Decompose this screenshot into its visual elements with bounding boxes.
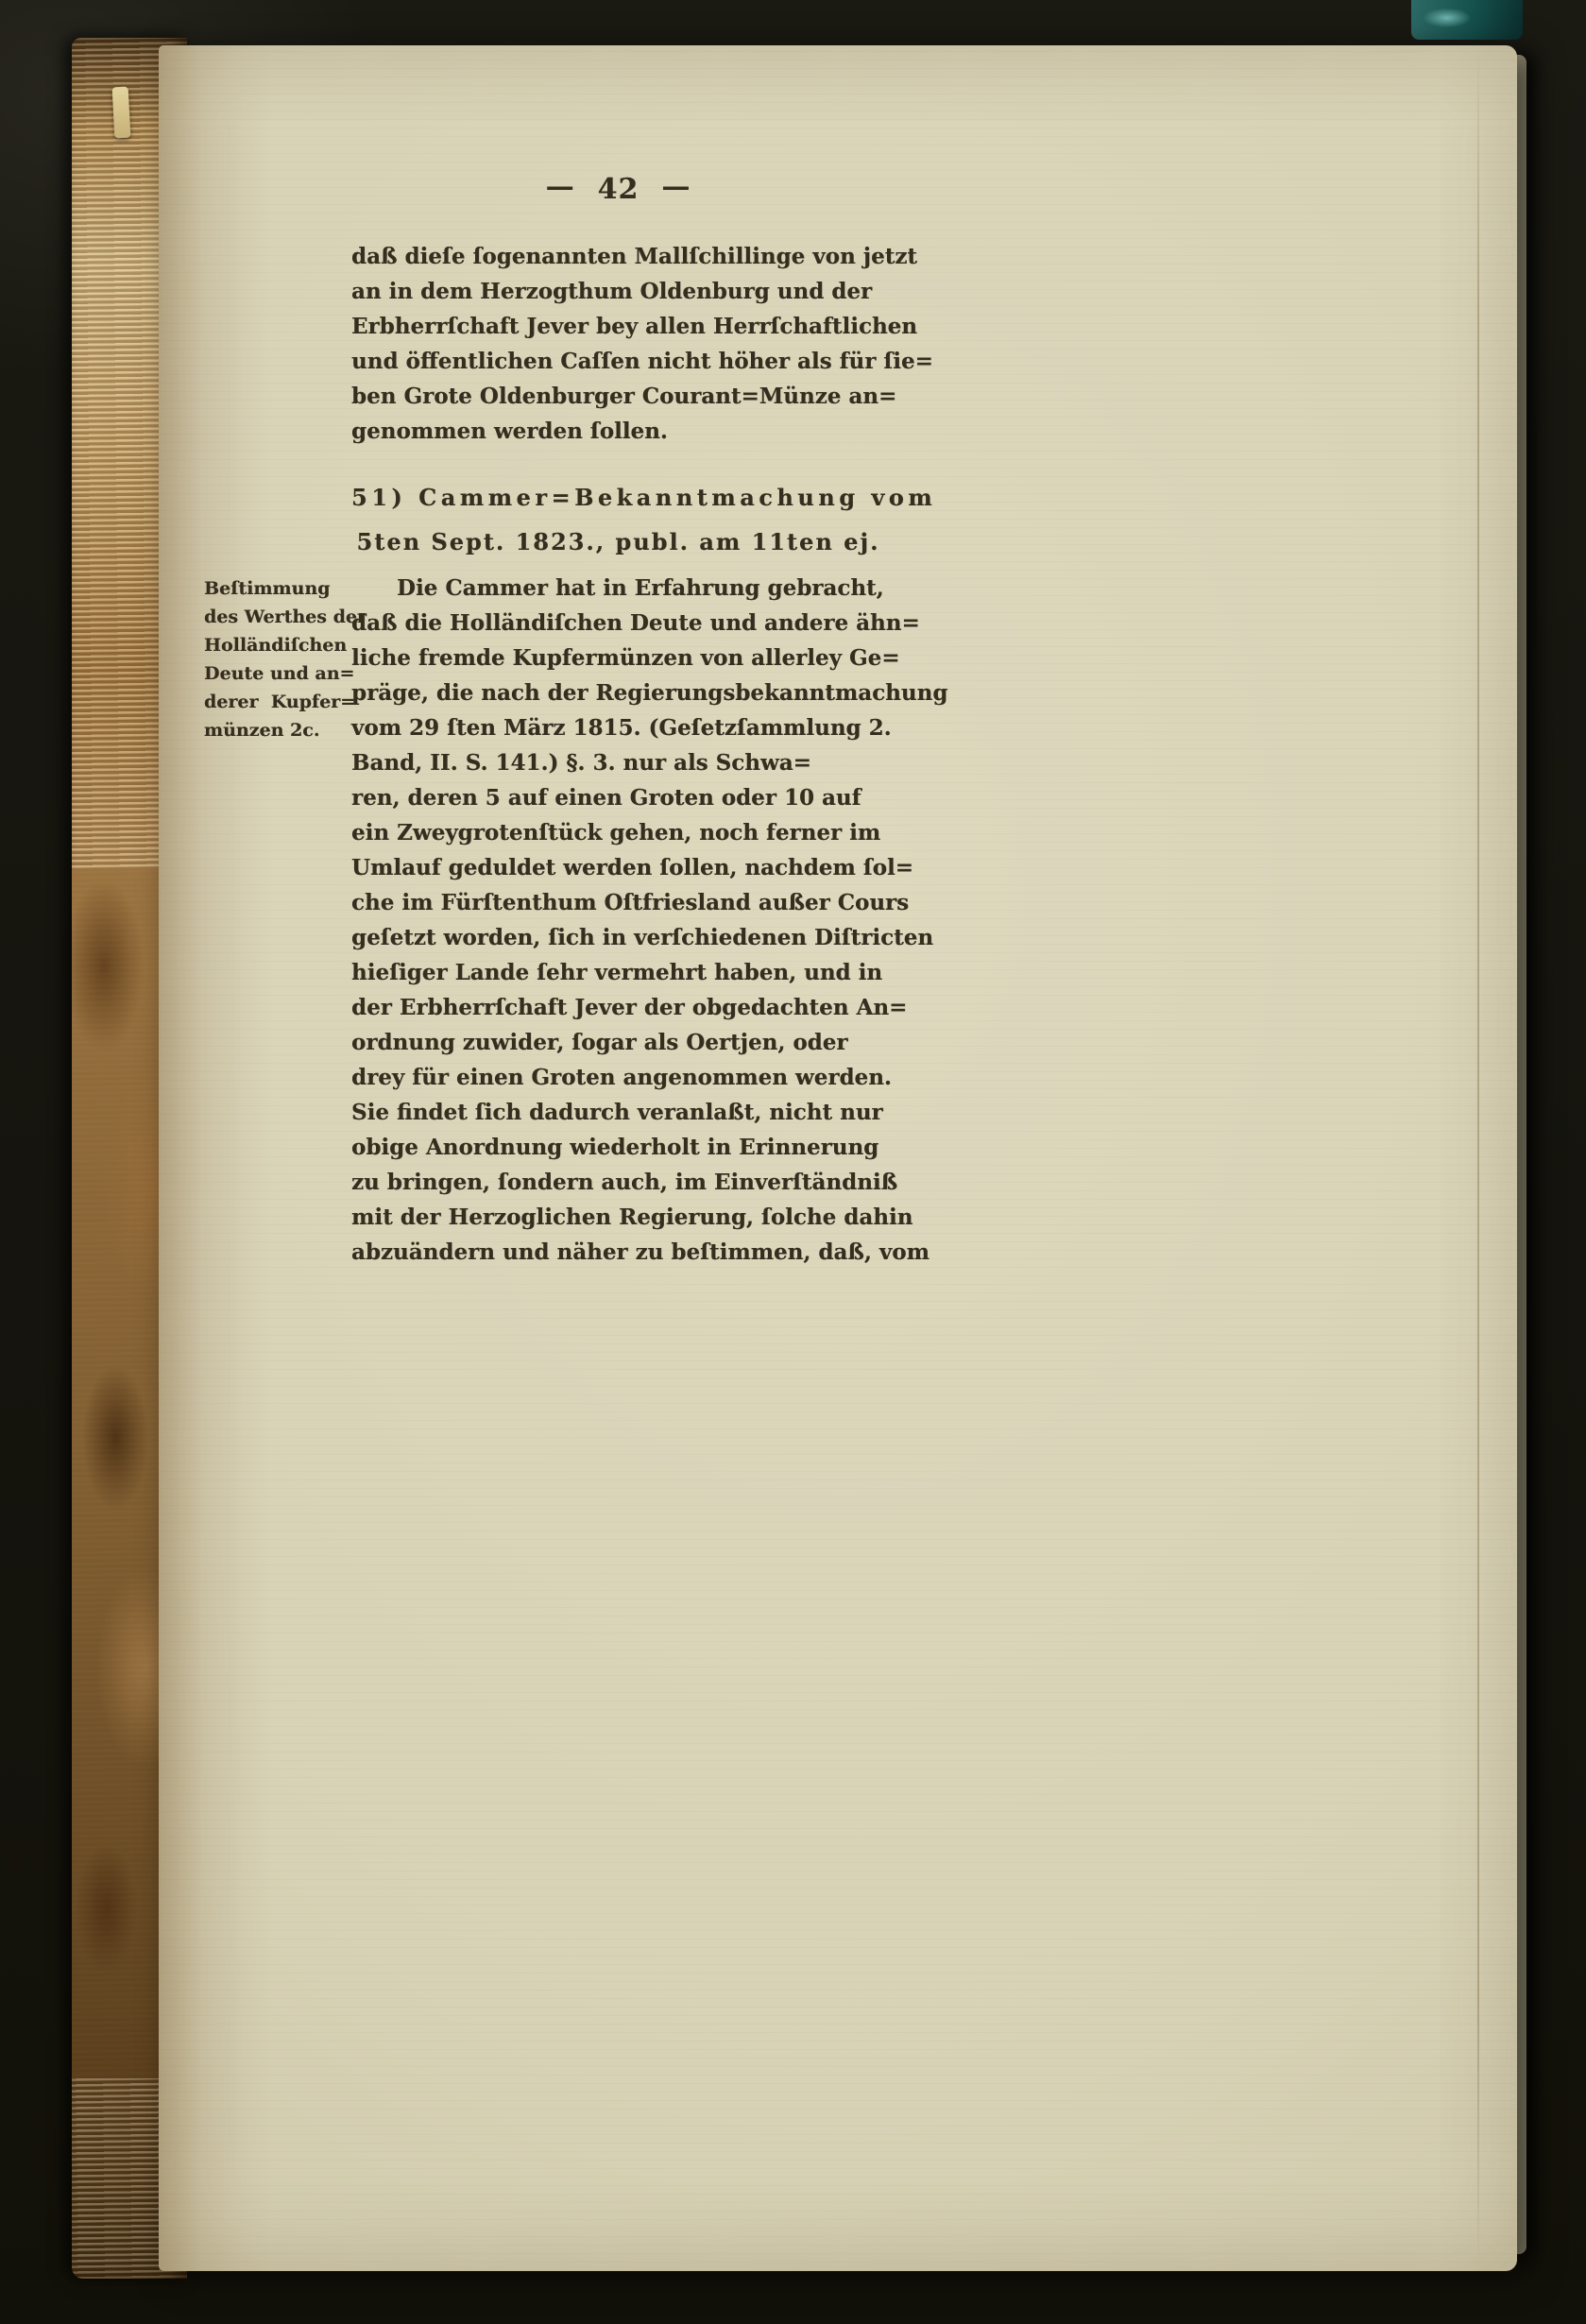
text-line: drey für einen Groten angenommen werden. bbox=[351, 1065, 892, 1090]
body-paragraph bbox=[351, 571, 947, 1270]
text-line: Umlauf geduldet werden ſollen, nachdem ſol= bbox=[351, 855, 913, 880]
text-line: obige Anordnung wiederholt in Erinnerung bbox=[351, 1135, 879, 1160]
text-line: ben Grote Oldenburger Courant=Münze an= bbox=[351, 384, 897, 409]
text-line: genommen werden ſollen. bbox=[351, 419, 668, 444]
margin-note-line: Beſtimmung bbox=[204, 578, 331, 599]
paragraph-continuation bbox=[351, 239, 933, 449]
page-marker-tab bbox=[112, 87, 131, 139]
margin-note-line: des Werthes der bbox=[204, 607, 367, 627]
heading-line-1: 51) Cammer=Bekanntmachung vom bbox=[351, 484, 937, 511]
text-line: daß die Holländiſchen Deute und andere ähn= bbox=[351, 610, 920, 636]
text-line: ren, deren 5 auf einen Groten oder 10 auf bbox=[351, 785, 861, 811]
text-line: che im Fürſtenthum Oſtfriesland außer Cours bbox=[351, 890, 910, 915]
margin-note-line: Holländiſchen bbox=[204, 635, 348, 656]
text-line: Sie findet ſich dadurch veranlaßt, nicht nur bbox=[351, 1100, 883, 1125]
text-line: und öffentlichen Caſſen nicht höher als für ſie= bbox=[351, 349, 933, 374]
text-line: der Erbherrſchaft Jever der obgedachten An= bbox=[351, 995, 908, 1020]
book-cover-corner bbox=[1411, 0, 1523, 40]
text-line: ordnung zuwider, ſogar als Oertjen, oder bbox=[351, 1030, 848, 1055]
heading-line-2: 5ten Sept. 1823., publ. am 11ten ej. bbox=[356, 528, 880, 555]
text-line: daß dieſe ſogenannten Mallſchillinge von jetzt bbox=[351, 244, 918, 269]
page-crease bbox=[1477, 45, 1479, 2271]
page-number bbox=[351, 170, 885, 206]
text-line: ein Zweygrotenſtück gehen, noch ferner im bbox=[351, 820, 881, 846]
book-page bbox=[159, 45, 1517, 2271]
text-line: geſetzt worden, ſich in verſchiedenen Diſtricten bbox=[351, 925, 934, 950]
text-line: hieſiger Lande ſehr vermehrt haben, und in bbox=[351, 960, 883, 985]
section-heading bbox=[351, 475, 937, 564]
text-line: an in dem Herzogthum Oldenburg und der bbox=[351, 279, 873, 304]
text-line: vom 29 ſten März 1815. (Geſetzſammlung 2. bbox=[351, 715, 892, 741]
page-number-dash-left: — bbox=[545, 170, 575, 203]
margin-note bbox=[204, 574, 367, 744]
text-line: Band, II. S. 141.) §. 3. nur als Schwa= bbox=[351, 750, 811, 776]
margin-note-line: münzen 2c. bbox=[204, 720, 320, 741]
text-line: Erbherrſchaft Jever bey allen Herrſchaftlichen bbox=[351, 314, 918, 339]
page-number-value: 42 bbox=[597, 173, 640, 206]
text-line: Die Cammer hat in Erfahrung gebracht, bbox=[397, 575, 884, 601]
text-line: abzuändern und näher zu beſtimmen, daß, vom bbox=[351, 1239, 929, 1265]
margin-note-line: Deute und an= bbox=[204, 663, 355, 684]
margin-note-line: derer Kupfer= bbox=[204, 692, 356, 712]
text-line: zu bringen, ſondern auch, im Einverſtändniß bbox=[351, 1170, 898, 1195]
text-line: mit der Herzoglichen Regierung, ſolche dahin bbox=[351, 1205, 913, 1230]
text-line: präge, die nach der Regierungsbekanntmachung bbox=[351, 680, 948, 706]
text-line: liche fremde Kupfermünzen von allerley Ge= bbox=[351, 645, 900, 671]
page-number-dash-right: — bbox=[661, 170, 691, 203]
